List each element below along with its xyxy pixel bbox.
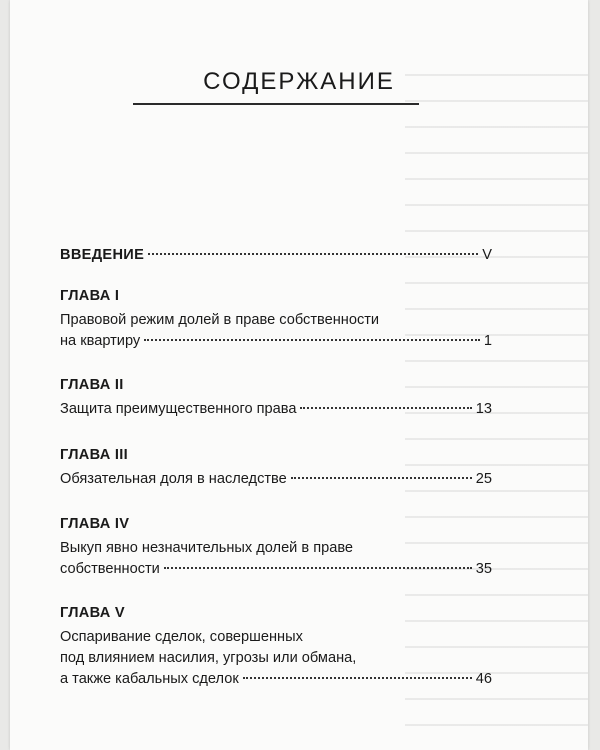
chapter-heading: ГЛАВА I [60, 288, 120, 304]
chapter-title-line: Обязательная доля в наследстве [60, 471, 287, 487]
toc-entry-chapter-3 [60, 447, 492, 490]
page-number: 13 [475, 401, 492, 417]
chapter-title-line: а также кабальных сделок [60, 671, 239, 687]
toc-entry-chapter-2 [60, 377, 492, 420]
leader-dots [300, 406, 471, 409]
chapter-heading: ГЛАВА V [60, 605, 125, 621]
chapter-title-line: собственности [60, 561, 160, 577]
chapter-title-line: Правовой режим долей в праве собственности [60, 312, 380, 328]
page-title: СОДЕРЖАНИЕ [203, 68, 395, 95]
book-page [10, 0, 588, 750]
chapter-title-line: Оспаривание сделок, совершенных [60, 629, 303, 645]
chapter-title-line: под влиянием насилия, угрозы или обмана, [60, 650, 357, 666]
chapter-heading: ГЛАВА II [60, 377, 124, 393]
toc-entry-chapter-1 [60, 288, 492, 352]
intro-label: ВВЕДЕНИЕ [60, 247, 145, 263]
page-number: 25 [475, 471, 492, 487]
chapter-heading: ГЛАВА III [60, 447, 128, 463]
leader-dots [144, 338, 480, 341]
toc-entry-chapter-5 [60, 605, 492, 690]
title-underline [133, 103, 419, 105]
leader-dots [243, 676, 472, 679]
toc-entry-chapter-4 [60, 516, 492, 580]
chapter-heading: ГЛАВА IV [60, 516, 130, 532]
page-number: V [482, 247, 492, 263]
toc-entry-intro [60, 245, 492, 266]
chapter-title-line: Защита преимущественного права [60, 401, 297, 417]
page-number: 35 [475, 561, 492, 577]
page-number: 46 [475, 671, 492, 687]
leader-dots [148, 252, 478, 255]
page-number: 1 [483, 333, 492, 349]
leader-dots [164, 566, 472, 569]
chapter-title-line: Выкуп явно незначительных долей в праве [60, 540, 354, 556]
chapter-title-line: на квартиру [60, 333, 141, 349]
leader-dots [291, 476, 472, 479]
